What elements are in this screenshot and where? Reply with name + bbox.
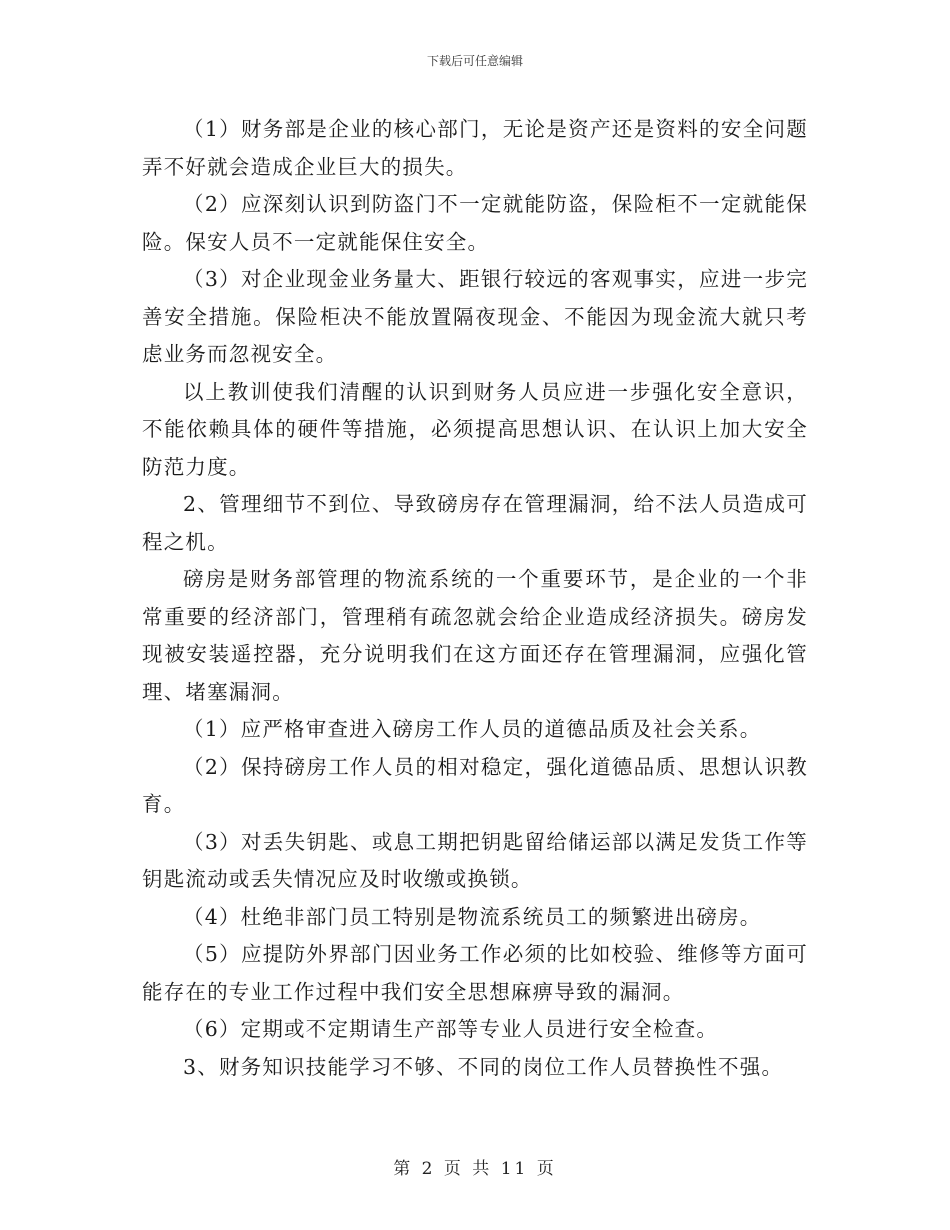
paragraph: （2）保持磅房工作人员的相对稳定，强化道德品质、思想认识教育。 (142, 754, 808, 816)
paragraph: （1）财务部是企业的核心部门，无论是资产还是资料的安全问题弄不好就会造成企业巨大的损失。 (142, 117, 808, 179)
page-header: 下载后可任意编辑 (426, 54, 523, 68)
paragraph: （3）对丢失钥匙、或息工期把钥匙留给储运部以满足发货工作等钥匙流动或丢失情况应及时收缴或换锁。 (142, 829, 808, 891)
paragraph: （3）对企业现金业务量大、距银行较远的客观事实，应进一步完善安全措施。保险柜决不能放置隔夜现金、不能因为现金流大就只考虑业务而忽视安全。 (142, 267, 808, 366)
paragraph: （1）应严格审查进入磅房工作人员的道德品质及社会关系。 (183, 717, 762, 741)
section-heading: 3、财务知识技能学习不够、不同的岗位工作人员替换性不强。 (183, 1054, 784, 1079)
paragraph: （4）杜绝非部门员工特别是物流系统员工的频繁进出磅房。 (183, 904, 762, 929)
page-footer: 第 2 页 共 11 页 (393, 1159, 557, 1179)
paragraph: （5）应提防外界部门因业务工作必须的比如校验、维修等方面可能存在的专业工作过程中我们安全思想麻痹导致的漏洞。 (142, 942, 808, 1004)
paragraph: 以上教训使我们清醒的认识到财务人员应进一步强化安全意识，不能依赖具体的硬件等措施，必须提高思想认识、在认识上加大安全防范力度。 (142, 379, 808, 479)
paragraph: 磅房是财务部管理的物流系统的一个重要环节，是企业的一个非常重要的经济部门，管理稍有疏忽就会给企业造成经济损失。磅房发现被安装遥控器，充分说明我们在这方面还存在管理漏洞，应强化管理、堵塞漏洞。 (142, 567, 808, 704)
paragraph: （6）定期或不定期请生产部等专业人员进行安全检查。 (183, 1017, 719, 1041)
section-heading: 2、管理细节不到位、导致磅房存在管理漏洞，给不法人员造成可程之机。 (142, 492, 808, 554)
paragraph: （2）应深刻认识到防盗门不一定就能防盗，保险柜不一定就能保险。保安人员不一定就能保住安全。 (142, 192, 808, 254)
document-body (142, 111, 808, 1086)
